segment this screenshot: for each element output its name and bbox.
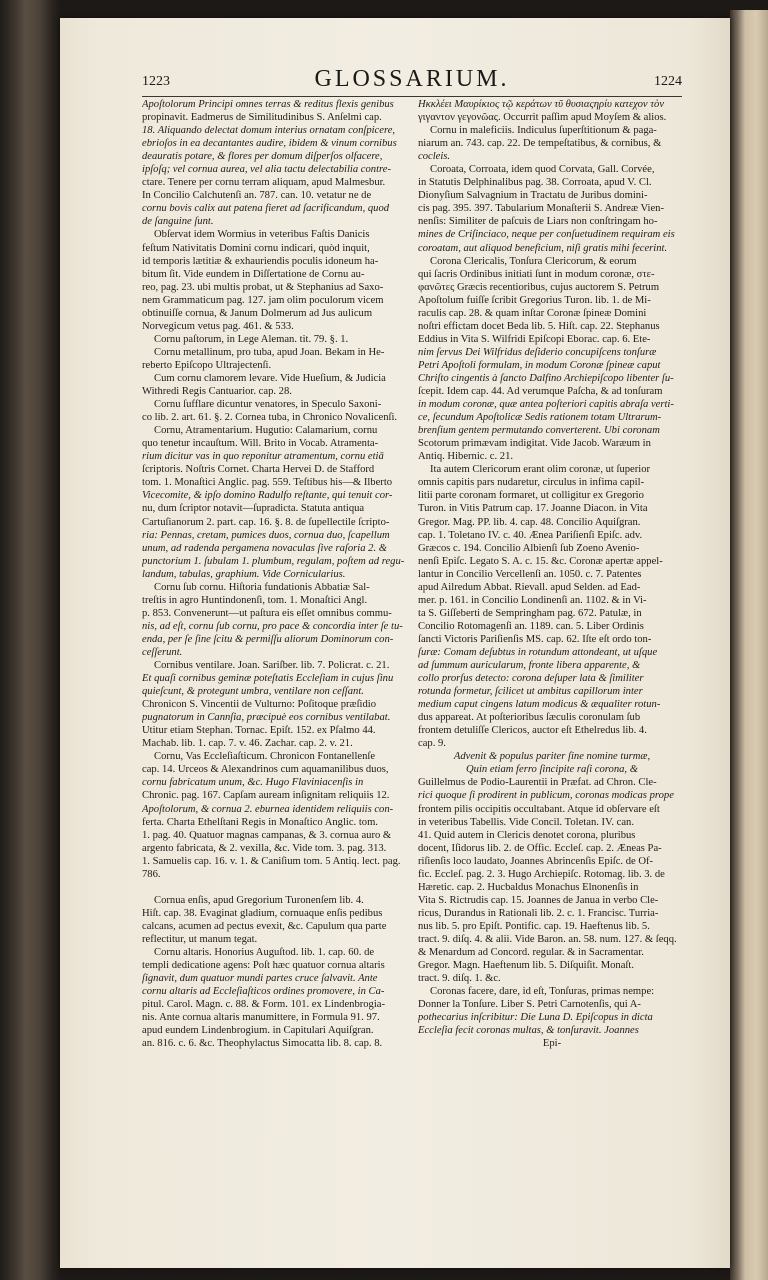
text-line: Petri Apoſtoli formulam, in modum Coronæ ſpineæ caput [418, 359, 661, 371]
text-line: nenſi Epiſc. Legato S. A. c. 15. &c. Coronæ apertæ appel- [418, 555, 663, 567]
text-line: Chronic. pag. 167. Capſam auream inſignitam reliquiis 12. [142, 790, 390, 802]
text-line: bitum ſit. Vide eundem in Diſſertatione de Cornu au- [142, 268, 365, 280]
text-line [142, 881, 410, 894]
text-line: Cornibus ventilare. Joan. Sariſber. lib. 7. Policrat. c. 21. [154, 660, 390, 672]
text-line: in veteribus Tabellis. Vide Concil. Toletan. IV. can. [418, 816, 634, 828]
text-line: dus appareat. At poſterioribus ſæculis coronulam ſub [418, 712, 641, 724]
text-line: cap. 14. Urceos & Alexandrinos cum aquamanilibus duos, [142, 764, 389, 776]
text-line: Apoſtolorum Principi omnes terras & reditus flexis genibus [142, 99, 394, 110]
text-line: Apoſtolorum, & cornua 2. eburnea identidem reliquiis con- [142, 803, 394, 815]
text-line: Concilio Rotomagenſi an. 1189. can. 5. Liber Ordinis [418, 620, 644, 632]
text-line: medium caput cingens latum modicus & æqualiter rotun- [418, 699, 661, 711]
text-line: frontem detuliſſe Clericos, auctor eſt Ethelredus lib. 4. [418, 725, 647, 737]
text-line: Norvegicum vetus pag. 461. & 533. [142, 320, 294, 332]
text-line: Dionyſium Salvagnium in Tractatu de Juribus domini- [418, 190, 648, 202]
text-line: an. 816. c. 6. &c. Theophylactus Simocatta lib. 8. cap. 8. [142, 1038, 383, 1050]
text-line: Turon. in Vitis Patrum cap. 17. Joanne Diacon. in Vita [418, 503, 648, 515]
facing-page-edge [730, 10, 768, 1280]
text-line: pothecarius inſcribitur: Die Luna D. Epiſcopus in dicta [418, 1012, 653, 1024]
text-line: Cum cornu clamorem levare. Vide Hueſium, & Judicia [154, 372, 386, 384]
text-line: Vicecomite, & ipſo domino Radulfo reſtante, qui tenuit cor- [142, 490, 393, 502]
text-line: reflectitur, ut manum tegat. [142, 934, 258, 945]
text-line: lantur in Concilio Vercellenſi an. 1050. c. 7. Patentes [418, 568, 642, 580]
text-line: Coronas facere, dare, id eſt, Tonſuras, primas nempe: [430, 986, 655, 998]
header-rule [142, 96, 682, 97]
text-line: tom. 1. Monaſtici Anglic. pag. 559. Teſtibus his—& Ilberto [142, 477, 393, 489]
text-line: quieſcunt, & protegunt umbra, ventilare non ceſſant. [142, 686, 364, 698]
text-line: Cornu, Atramentarium. Hugutio: Calamarium, cornu [154, 425, 378, 437]
text-line: collo prorſus detecto: corona deſuper lata & ſimiliter [418, 673, 644, 685]
text-line: Donner la Tonſure. Liber S. Petri Carnotenſis, qui A- [418, 999, 641, 1011]
text-line: raculis cap. 28. & quam inſtar Coronæ ſpineæ Domini [418, 307, 647, 319]
text-line: deauratis potare, & flores per domum diſperſos olfacere, [142, 151, 383, 163]
text-line: Græcos c. 194. Concilio Albienſi ſub Zoeno Avenio- [418, 542, 640, 554]
text-line: apud eundem Lindenbrogium. in Capitulari Aquiſgran. [142, 1025, 374, 1037]
text-line: ſcepit. Idem cap. 44. Ad verumque Paſcha, & ad tonſuram [418, 386, 663, 398]
text-line: & Menardum ad Concord. regular. & in Sacramentar. [418, 947, 644, 959]
text-line: in modum coronæ, quæ antea poſteriori capitis abraſa verti- [418, 399, 674, 411]
text-line: Cornu, Vas Eccleſiaſticum. Chronicon Fontanellenſe [154, 751, 376, 763]
text-line: Cornu in maleficiis. Indiculus ſuperſtitionum & paga- [430, 125, 657, 137]
text-line: Guillelmus de Podio-Laurentii in Præfat. ad Chron. Cle- [418, 777, 657, 789]
text-line: rici quoque ſi prodirent in publicum, coronas modicas prope [418, 790, 674, 802]
text-line: 18. Aliquando delectat domum interius ornatam conſpicere, [142, 125, 396, 137]
text-line: ſuræ: Comam deſubtus in rotundum attondeant, ut uſque [418, 646, 658, 658]
text-line: Cornu ſub cornu. Hiſtoria fundationis Abbatiæ Sal- [154, 581, 370, 593]
text-line: noſtri effictam docet Beda lib. 5. Hiſt. cap. 22. Stephanus [418, 320, 660, 332]
text-line: Cornu ſufflare dicuntur venatores, in Speculo Saxoni- [154, 399, 382, 411]
text-line: omnis capitis pars nudaretur, circulus in infima capil- [418, 477, 645, 489]
text-line: Withredi Regis Cantuarior. cap. 28. [142, 386, 292, 398]
text-line: ferta. Charta Ethelſtani Regis in Monaſtico Anglic. tom. [142, 816, 378, 828]
text-line: mer. p. 161. in Concilio Londinenſi an. 1102. & in Vi- [418, 594, 647, 606]
text-line: ad ſummum auricularum, fronte libera apparente, & [418, 660, 641, 672]
text-line: rotunda formetur, ſcilicet ut ambitus capillorum inter [418, 686, 643, 698]
text-line: nem Grammaticum pag. 127. jam olim poculorum vicem [142, 294, 384, 306]
text-line: reberto Epiſcopo Ultrajectenſi. [142, 359, 272, 371]
text-line: cornu altaris ad Eccleſiaſticos ordines promovere, in Ca- [142, 986, 385, 998]
text-line: γιγαντον γεγονῶας. Occurrit paſſim apud Moyſem & alios. [418, 112, 667, 124]
text-line: Cornu metallinum, pro tuba, apud Joan. Bekam in He- [154, 346, 385, 358]
text-line: Et quaſi cornibus geminæ poteſtatis Eccleſiam in cujus ſinu [142, 673, 394, 685]
text-line: docent, Iſidorus lib. 2. de Offic. Eccleſ. cap. 2. Æneas Pa- [418, 842, 662, 854]
text-line: cornu bovis calix aut patena fieret ad ſacrificandum, quod [142, 203, 390, 215]
text-line: tract. 9. diſq. 4. & alii. Vide Baron. an. 58. num. 127. & ſeqq. [418, 934, 677, 945]
text-line: nis, ad eſt, cornu ſub cornu, pro pace & concordia inter ſe tu- [142, 620, 403, 632]
text-line: rium dicitur vas in quo reponitur atramentum, cornu etiā [142, 451, 384, 463]
text-line: Machab. lib. 1. cap. 7. v. 46. Zachar. cap. 2. v. 21. [142, 738, 353, 750]
text-line: argento fabricata, & 2. vexilla, &c. Vide tom. 3. pag. 313. [142, 842, 387, 854]
running-title: GLOSSARIUM. [314, 66, 510, 92]
text-line: cocleis. [418, 151, 451, 163]
text-line: ſignavit, dum quatuor mundi partes cruce ſalvavit. Ante [142, 973, 378, 985]
text-line: Corona Clericalis, Tonſura Clericorum, & eorum [430, 255, 637, 267]
text-line: Hiſt. cap. 38. Evaginat gladium, cornuaque enſis pedibus [142, 907, 383, 919]
text-line: nis. Ante cornua altaris manumittere, in Formula 91. 97. [142, 1012, 380, 1024]
text-line: ctare. Tenere per cornu terram aliquam, apud Malmesbur. [142, 177, 386, 189]
text-line: Cartuſianorum 2. part. cap. 16. §. 8. de ſupellectile ſcripto- [142, 516, 390, 528]
text-line: Antiq. Hibernic. c. 21. [418, 451, 514, 463]
text-line: quo tenetur incauſtum. Will. Brito in Vocab. Atramenta- [142, 438, 379, 450]
right-text-column [418, 98, 686, 1248]
text-line: ipſoſq; vel cornua aurea, vel alia tactu delectabilia contre- [142, 164, 391, 176]
text-line: Coroata, Corroata, idem quod Corvata, Gall. Corvée, [430, 164, 655, 176]
text-line: punctorium 1. ſubulam 1. plumbum, regulam, poſtem ad regu- [142, 555, 405, 567]
text-line: feſtum Nativitatis Domini cornu indicari, quòd inquit, [142, 242, 370, 254]
page-number-left: 1223 [142, 74, 170, 89]
text-line: propinavit. Eadmerus de Similitudinibus S. Anſelmi cap. [142, 112, 382, 124]
text-line: Gregor. Mag. PP. lib. 4. cap. 48. Concilio Aquiſgran. [418, 516, 641, 528]
text-line: cap. 1. Toletano IV. c. 40. Ænea Pariſienſi Epiſc. adv. [418, 529, 643, 541]
text-line: In Concilio Calchutenſi an. 787. can. 10. vetatur ne de [142, 190, 372, 202]
text-line: ricus, Durandus in Rationali lib. 2. c. 1. Francisc. Turria- [418, 907, 659, 919]
text-line: id temporis lætitiæ & exhauriendis poculis idoneum ha- [142, 255, 379, 267]
text-line: co lib. 2. art. 61. §. 2. Cornea tuba, in Chronico Novalicenſi. [142, 412, 398, 424]
left-text-column [142, 98, 410, 1240]
text-line: brenſium gentem permutando converterent. Ubi coronam [418, 425, 660, 437]
text-line: in Statutis Delphinalibus pag. 38. Corroata, apud V. Cl. [418, 177, 652, 189]
text-line: Epi- [542, 1038, 562, 1050]
text-line: cap. 9. [418, 738, 446, 750]
text-line: calcans, acumen ad pectus evexit, &c. Capulum qua parte [142, 920, 387, 932]
text-line: obtinuiſſe cornua, & Janum Dolmerum ad Jus aulicum [142, 307, 373, 319]
text-line: Ita autem Clericorum erant olim coronæ, ut ſuperior [430, 464, 651, 476]
text-line: 41. Quid autem in Clericis denotet corona, pluribus [418, 829, 636, 841]
text-line: qui ſacris Ordinibus initiati ſunt in modum coronæ, στε- [418, 268, 655, 280]
text-line: p. 853. Convenerunt—ut paſtura eis eſſet omnibus commu- [142, 607, 392, 619]
text-line: pitul. Carol. Magn. c. 88. & Form. 101. ex Lindenbrogia- [142, 999, 386, 1011]
text-line: ce, ſecundum Apoſtolicæ Sedis rationem totam Ultrarum- [418, 412, 662, 424]
text-line: ceſſerunt. [142, 646, 183, 658]
text-line: 1. Samuelis cap. 16. v. 1. & Caniſium tom. 5 Antiq. lect. pag. [142, 855, 401, 867]
text-line: Cornu altaris. Honorius Auguſtod. lib. 1. cap. 60. de [154, 947, 375, 959]
text-line: Ηκκλέει Μαυρίκιος τῷ κεράτων τῦ θυσιαςηρίυ κατεχον τὸν [418, 99, 665, 110]
text-line: Chriſto cingentis à ſancto Dalfino Archiepiſcopo libenter ſu- [418, 372, 674, 384]
text-line: Utitur etiam Stephan. Tornac. Epiſt. 152. ex Pſalmo 44. [142, 725, 376, 737]
text-line: cis pag. 395. 397. Tabularium Monaſterii S. Andreæ Vien- [418, 203, 664, 215]
text-line: ria: Pennas, cretam, pumices duos, cornua duo, ſcapellum [142, 529, 390, 541]
text-line: ſancti Victoris Pariſienſis MS. cap. 62. Iſte eſt ordo ton- [418, 633, 652, 645]
text-line: riſienſis loco laudato, Joannes Abrincenſis Epiſc. de Of- [418, 855, 654, 867]
text-line: ebrioſos in ea decantantes audire, ibidem & vinum cornibus [142, 138, 397, 150]
text-line: nim ſervus Dei Wilfridus deſiderio concupiſcens tonſuræ [418, 346, 657, 358]
text-line: nu, dum ſcriptor notavit—ſupradicta. Statuta antiqua [142, 503, 365, 515]
text-line: Scotorum primævam indigitat. Vide Jacob. Waræum in [418, 438, 651, 450]
text-line: apud Ailredum Abbat. Rievall. apud Selden. ad Ead- [418, 581, 641, 593]
page-number-right: 1224 [654, 74, 682, 89]
text-line: litii parte coronam formaret, ut colligitur ex Gregorio [418, 490, 644, 502]
text-line: nus lib. 5. pro Epiſt. Pontific. cap. 19. Haeftenus lib. 5. [418, 920, 650, 932]
text-line: Eccleſia fecit coronas multas, & tonſuravit. Joannes [418, 1025, 639, 1037]
text-line: ta S. Giſſeberti de Sempringham pag. 672. Patulæ, in [418, 607, 642, 619]
text-line: Cornua enſis, apud Gregorium Turonenſem lib. 4. [154, 894, 364, 906]
text-line: Quin etiam ferro ſincipite raſi corona, & [466, 764, 638, 776]
text-line: frontem pilis occipitis occultabant. Atque id obſervare eſt [418, 803, 660, 815]
text-line: cornu fabricatum unum, &c. Hugo Flaviniacenſis in [142, 777, 364, 789]
text-line: Gregor. Magn. Haeftenum lib. 5. Diſquiſit. Monaſt. [418, 960, 634, 972]
text-line: unum, ad radenda pergamena novaculas ſive raſoria 2. & [142, 542, 388, 554]
text-line: Vita S. Rictrudis cap. 15. Joannes de Janua in verbo Cle- [418, 894, 659, 906]
text-line: ſcriptoris. Noſtris Cornet. Charta Hervei D. de Stafford [142, 464, 375, 476]
text-line: landum, tabulas, graphium. Vide Cornicularius. [142, 568, 346, 580]
text-line: reo, pag. 23. ubi multis probat, ut & Stephanius ad Saxo- [142, 281, 384, 293]
text-line: Advenit & populus pariter ſine nomine turmæ, [453, 751, 651, 763]
text-line: coroatam, aut aliquod beneficium, niſi gratis mihi fecerint. [418, 242, 668, 254]
text-line: Cornu paſtorum, in Lege Aleman. tit. 79. §. 1. [154, 333, 349, 345]
page-header [142, 66, 682, 96]
text-line: nenſis: Similiter de paſcuis de Liars non conſtringam ho- [418, 216, 658, 228]
text-line: Eddius in Vita S. Wilfridi Epiſcopi Eborac. cap. 6. Ete- [418, 333, 651, 345]
text-line: de ſanguine ſunt. [142, 216, 214, 228]
text-line: tract. 9. diſq. 1. &c. [418, 973, 501, 985]
text-line: niarum an. 743. cap. 22. De tempeſtatibus, & cornibus, & [418, 138, 662, 150]
text-line: fic. Eccleſ. pag. 2. 3. Hugo Archiepiſc. Rotomag. lib. 3. de [418, 868, 665, 880]
text-line: 1. pag. 40. Quatuor magnas campanas, & 3. cornua auro & [142, 829, 392, 841]
text-line: Chronicon S. Vincentii de Vulturno: Poſitoque præſidio [142, 699, 377, 711]
text-line: mines de Criſinciaco, neque per conſuetudinem requiram eis [418, 229, 675, 241]
text-line: Obſervat idem Wormius in veteribus Faſtis Danicis [154, 229, 370, 241]
text-line: 786. [142, 868, 161, 880]
text-line: pugnatorum in Cannſia, præcipuè eos cornibus ventilabat. [142, 712, 391, 724]
text-line: treſtis in agro Huntindonenſi, tom. 1. Monaſtici Angl. [142, 594, 368, 606]
text-line: Hæretic. cap. 2. Hucbaldus Monachus Elnonenſis in [418, 881, 639, 893]
text-line: Apoſtolum fuiſſe ſcribit Gregorius Turon. lib. 1. de Mi- [418, 294, 651, 306]
text-line: enda, per ſe ſine ſcitu & permiſſu aliorum Dominorum con- [142, 633, 394, 645]
text-line: φανῶτες Græcis recentioribus, cujus auctorem S. Petrum [418, 281, 660, 293]
text-line: templi dedicatione agens: Poſt hæc quatuor cornua altaris [142, 960, 385, 972]
